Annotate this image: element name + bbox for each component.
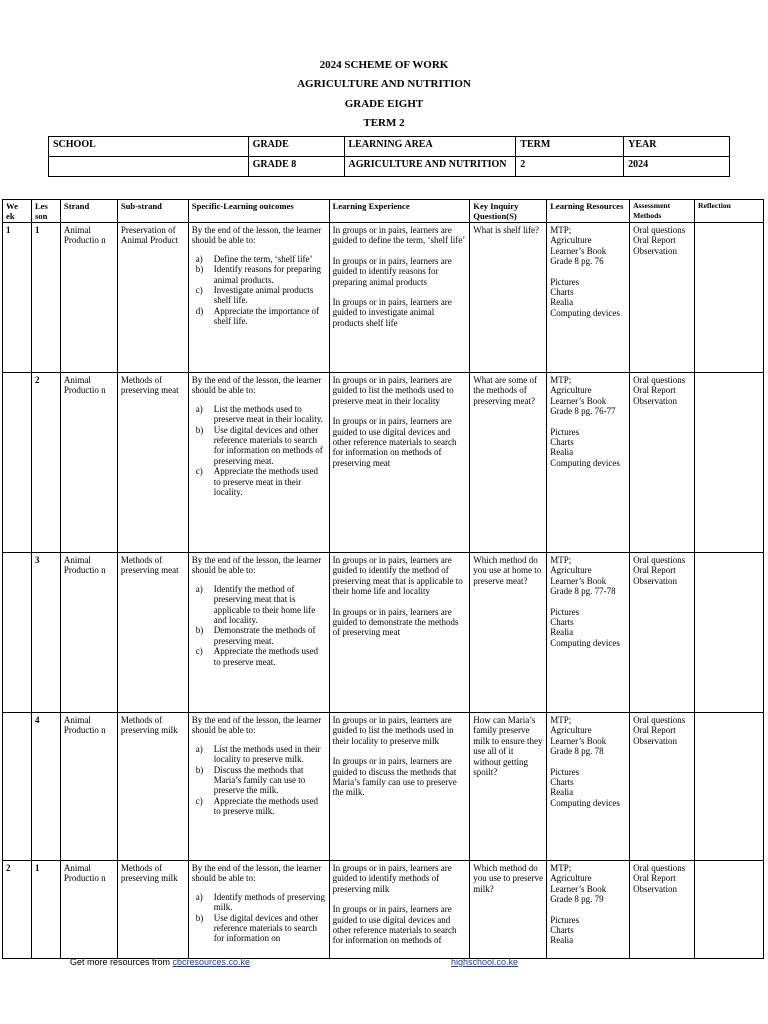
resource-line: Charts bbox=[550, 777, 574, 788]
scheme-table bbox=[2, 199, 764, 959]
assessment-line: Oral questions bbox=[633, 225, 686, 235]
experience-paragraph: In groups or in pairs, learners are guided to use digital devices and other reference materials to search for information on methods of preserving meat bbox=[332, 416, 457, 468]
footer-left bbox=[70, 957, 250, 967]
outcomes-intro: By the end of the lesson, the learner should be able to: bbox=[191, 375, 322, 396]
resource-line: Grade 8 pg. 79 bbox=[550, 894, 604, 905]
resource-line: MTP; bbox=[550, 375, 572, 385]
outcome-text: Appreciate the methods used to preserve meat in their locality. bbox=[213, 466, 319, 498]
resources-cell bbox=[547, 553, 630, 713]
col-assessment: Assessment Methods bbox=[630, 200, 695, 223]
title-line-3: GRADE EIGHT bbox=[344, 97, 424, 110]
assessment-line: Observation bbox=[633, 245, 678, 256]
experience-paragraph: In groups or in pairs, learners are guided to identify methods of preserving milk bbox=[332, 863, 452, 894]
resource-line: Learner’s Book bbox=[550, 883, 607, 894]
table-row bbox=[3, 373, 764, 553]
table-row bbox=[3, 713, 764, 861]
outcomes-cell bbox=[188, 223, 329, 373]
experience-paragraph: In groups or in pairs, learners are guided to list the methods used in their locality to preserve milk bbox=[332, 715, 454, 746]
experience-paragraph: In groups or in pairs, learners are guided to use digital devices and other reference materials to search for information on methods of bbox=[332, 904, 457, 946]
resource-line: MTP; bbox=[550, 225, 572, 235]
strand-cell: Animal Productio n bbox=[60, 373, 117, 553]
document-titles bbox=[0, 56, 768, 133]
resources-cell bbox=[547, 861, 630, 959]
outcome-item bbox=[195, 795, 326, 817]
outcome-text: Appreciate the methods used to preserve meat. bbox=[213, 646, 319, 667]
outcome-letter: c) bbox=[195, 285, 203, 296]
outcome-text: Identify the method of preserving meat that is applicable to their home life and locality. bbox=[213, 583, 316, 626]
outcomes-intro: By the end of the lesson, the learner should be able to: bbox=[191, 555, 322, 576]
resources-cell bbox=[547, 223, 630, 373]
lesson-cell: 4 bbox=[31, 713, 60, 861]
outcome-item bbox=[195, 285, 326, 306]
resource-line: Agriculture bbox=[550, 725, 592, 736]
resource-line: Agriculture bbox=[550, 235, 592, 246]
outcome-letter: a) bbox=[195, 403, 203, 414]
title-line-2: AGRICULTURE AND NUTRITION bbox=[297, 78, 471, 91]
info-header-learning-area: LEARNING AREA bbox=[344, 137, 516, 157]
resource-line: Charts bbox=[550, 437, 574, 448]
outcome-text: Appreciate the importance of shelf life. bbox=[213, 305, 319, 327]
experience-cell bbox=[329, 553, 470, 713]
outcome-item bbox=[195, 466, 326, 498]
outcome-item bbox=[195, 743, 326, 765]
outcome-text: Investigate animal products shelf life. bbox=[213, 285, 314, 306]
footer-right bbox=[451, 957, 518, 967]
info-value-year: 2024 bbox=[624, 157, 730, 177]
resource-line: Computing devices bbox=[550, 637, 620, 648]
outcome-letter: b) bbox=[195, 264, 204, 275]
outcome-item bbox=[195, 891, 326, 913]
substrand-cell: Preservation of Animal Product bbox=[117, 223, 188, 373]
col-substrand: Sub-strand bbox=[117, 200, 188, 223]
resource-line: Pictures bbox=[550, 606, 580, 617]
info-header-school: SCHOOL bbox=[49, 137, 249, 157]
outcome-letter: c) bbox=[195, 795, 203, 806]
info-header-year: YEAR bbox=[624, 137, 730, 157]
outcome-letter: a) bbox=[195, 743, 203, 754]
question-cell: What are some of the methods of preserving meat? bbox=[470, 373, 547, 553]
week-cell bbox=[3, 553, 32, 713]
resource-line: Computing devices bbox=[550, 797, 620, 808]
resource-gap bbox=[550, 757, 626, 767]
experience-paragraph: In groups or in pairs, learners are guided to identify reasons for preparing animal products bbox=[332, 255, 452, 287]
table-header-row bbox=[3, 200, 764, 223]
lesson-cell: 3 bbox=[31, 553, 60, 713]
info-header-grade: GRADE bbox=[248, 137, 344, 157]
outcome-item bbox=[195, 583, 326, 626]
resource-gap bbox=[550, 905, 626, 915]
resource-line: Agriculture bbox=[550, 873, 592, 884]
assessment-cell bbox=[630, 713, 695, 861]
outcomes-intro: By the end of the lesson, the learner should be able to: bbox=[191, 225, 322, 246]
assessment-line: Oral Report bbox=[633, 873, 676, 884]
resource-line: Pictures bbox=[550, 766, 580, 777]
experience-cell bbox=[329, 713, 470, 861]
table-row bbox=[3, 553, 764, 713]
resource-line: Learner’s Book bbox=[550, 395, 607, 406]
assessment-cell bbox=[630, 223, 695, 373]
col-strand: Strand bbox=[60, 200, 117, 223]
week-cell bbox=[3, 373, 32, 553]
resources-cell bbox=[547, 713, 630, 861]
substrand-cell: Methods of preserving meat bbox=[117, 373, 188, 553]
assessment-line: Oral questions bbox=[633, 375, 686, 385]
footer-link-cbcresources[interactable]: cbcresources.co.ke bbox=[172, 957, 251, 967]
outcomes-list bbox=[192, 744, 326, 817]
col-experience: Learning Experience bbox=[329, 200, 470, 223]
question-cell: What is shelf life? bbox=[470, 223, 547, 373]
resource-line: Grade 8 pg. 76 bbox=[550, 256, 604, 267]
assessment-line: Observation bbox=[633, 575, 678, 586]
resource-line: Realia bbox=[550, 627, 574, 638]
outcome-letter: d) bbox=[195, 305, 204, 316]
lesson-cell: 1 bbox=[31, 223, 60, 373]
col-outcomes: Specific-Learning outcomes bbox=[188, 200, 329, 223]
outcome-letter: c) bbox=[195, 646, 203, 657]
lesson-cell: 2 bbox=[31, 373, 60, 553]
outcome-item bbox=[195, 912, 326, 944]
experience-paragraph: In groups or in pairs, learners are guided to investigate animal products shelf life bbox=[332, 297, 452, 328]
outcome-letter: a) bbox=[195, 891, 203, 902]
outcomes-list bbox=[192, 892, 326, 944]
assessment-line: Observation bbox=[633, 883, 678, 894]
assessment-line: Oral Report bbox=[633, 725, 676, 736]
resource-line: Agriculture bbox=[550, 385, 592, 396]
resource-line: Pictures bbox=[550, 914, 580, 925]
outcome-letter: c) bbox=[195, 466, 203, 477]
title-line-1: 2024 SCHEME OF WORK bbox=[319, 59, 449, 71]
outcome-text: List the methods used to preserve meat in their locality. bbox=[213, 403, 323, 425]
outcomes-intro: By the end of the lesson, the learner should be able to: bbox=[191, 863, 322, 884]
footer-link-highschool[interactable]: highschool.co.ke bbox=[451, 957, 519, 967]
substrand-cell: Methods of preserving milk bbox=[117, 713, 188, 861]
assessment-line: Observation bbox=[633, 395, 678, 406]
resource-line: Agriculture bbox=[550, 565, 592, 576]
reflection-cell bbox=[695, 223, 764, 373]
outcomes-cell bbox=[188, 861, 329, 959]
resource-line: MTP; bbox=[550, 715, 572, 725]
outcome-letter: a) bbox=[195, 583, 203, 594]
outcomes-cell bbox=[188, 373, 329, 553]
assessment-cell bbox=[630, 861, 695, 959]
outcome-item bbox=[195, 625, 326, 646]
resource-line: Pictures bbox=[550, 276, 580, 287]
info-value-term: 2 bbox=[516, 157, 624, 177]
experience-cell bbox=[329, 861, 470, 959]
assessment-line: Oral questions bbox=[633, 555, 686, 565]
resource-line: Learner’s Book bbox=[550, 575, 607, 586]
outcome-item bbox=[195, 764, 326, 796]
outcome-item bbox=[195, 403, 326, 425]
outcomes-cell bbox=[188, 713, 329, 861]
strand-cell: Animal Productio n bbox=[60, 861, 117, 959]
experience-paragraph: In groups or in pairs, learners are guided to identify the method of preserving meat that is applicable to their home life and locality bbox=[332, 555, 463, 597]
info-value-learning-area: AGRICULTURE AND NUTRITION bbox=[344, 157, 516, 177]
outcome-letter: b) bbox=[195, 625, 204, 636]
experience-paragraph: In groups or in pairs, learners are guided to demonstrate the methods of preserving meat bbox=[332, 606, 459, 638]
resource-line: Grade 8 pg. 78 bbox=[550, 746, 604, 757]
resource-line: MTP; bbox=[550, 555, 572, 565]
strand-cell: Animal Productio n bbox=[60, 553, 117, 713]
reflection-cell bbox=[695, 373, 764, 553]
resource-line: Computing devices bbox=[550, 457, 620, 468]
info-value-grade: GRADE 8 bbox=[248, 157, 344, 177]
resources-cell bbox=[547, 373, 630, 553]
experience-paragraph: In groups or in pairs, learners are guided to define the term, ‘shelf life’ bbox=[332, 225, 466, 246]
outcome-letter: a) bbox=[195, 253, 203, 264]
experience-paragraph: In groups or in pairs, learners are guided to discuss the methods that Maria’s family can use to preserve the milk. bbox=[332, 756, 457, 798]
outcome-item bbox=[195, 253, 326, 264]
assessment-cell bbox=[630, 373, 695, 553]
outcome-letter: b) bbox=[195, 424, 204, 435]
experience-cell bbox=[329, 373, 470, 553]
col-reflection: Reflection bbox=[695, 200, 764, 223]
outcome-text: Define the term, ‘shelf life’ bbox=[213, 253, 313, 264]
table-row bbox=[3, 223, 764, 373]
resource-gap bbox=[550, 597, 626, 607]
outcome-item bbox=[195, 264, 326, 285]
lesson-cell: 1 bbox=[31, 861, 60, 959]
question-cell: Which method do you use to preserve milk? bbox=[470, 861, 547, 959]
outcome-item bbox=[195, 305, 326, 327]
assessment-line: Oral questions bbox=[633, 863, 686, 873]
resource-gap bbox=[550, 267, 626, 277]
substrand-cell: Methods of preserving meat bbox=[117, 553, 188, 713]
week-cell bbox=[3, 713, 32, 861]
outcomes-intro: By the end of the lesson, the learner should be able to: bbox=[191, 715, 322, 736]
info-header-term: TERM bbox=[516, 137, 624, 157]
outcome-text: Demonstrate the methods of preserving meat. bbox=[213, 625, 316, 646]
outcome-text: Discuss the methods that Maria’s family can use to preserve the milk. bbox=[213, 764, 306, 796]
outcome-text: Use digital devices and other reference materials to search for information on methods of preserving meat. bbox=[213, 424, 323, 466]
assessment-line: Observation bbox=[633, 735, 678, 746]
col-lesson: Les son bbox=[31, 200, 60, 223]
assessment-line: Oral questions bbox=[633, 715, 686, 725]
resource-line: Grade 8 pg. 76-77 bbox=[550, 406, 616, 417]
resource-line: Charts bbox=[550, 925, 574, 936]
reflection-cell bbox=[695, 861, 764, 959]
col-question: Key Inquiry Question(S) bbox=[470, 200, 547, 223]
reflection-cell bbox=[695, 553, 764, 713]
assessment-line: Oral Report bbox=[633, 565, 676, 576]
experience-cell bbox=[329, 223, 470, 373]
resource-line: Learner’s Book bbox=[550, 245, 607, 256]
outcome-text: Identify reasons for preparing animal products. bbox=[213, 264, 322, 285]
assessment-cell bbox=[630, 553, 695, 713]
question-cell: Which method do you use at home to preserve meat? bbox=[470, 553, 547, 713]
resource-line: Learner’s Book bbox=[550, 735, 607, 746]
resource-line: Realia bbox=[550, 297, 574, 308]
resource-gap bbox=[550, 417, 626, 427]
info-table bbox=[48, 136, 730, 177]
outcome-item bbox=[195, 424, 326, 467]
outcome-letter: b) bbox=[195, 764, 204, 775]
resource-line: MTP; bbox=[550, 863, 572, 873]
assessment-line: Oral Report bbox=[633, 235, 676, 246]
resource-line: Pictures bbox=[550, 426, 580, 437]
strand-cell: Animal Productio n bbox=[60, 223, 117, 373]
strand-cell: Animal Productio n bbox=[60, 713, 117, 861]
substrand-cell: Methods of preserving milk bbox=[117, 861, 188, 959]
assessment-line: Oral Report bbox=[633, 385, 676, 396]
outcomes-list bbox=[192, 584, 326, 667]
outcomes-list bbox=[192, 404, 326, 498]
table-row bbox=[3, 861, 764, 959]
resource-line: Computing devices bbox=[550, 307, 620, 318]
outcomes-list bbox=[192, 254, 326, 327]
resource-line: Grade 8 pg. 77-78 bbox=[550, 586, 616, 597]
week-cell: 1 bbox=[3, 223, 32, 373]
resource-line: Realia bbox=[550, 447, 574, 458]
col-week: We ek bbox=[3, 200, 32, 223]
resource-line: Charts bbox=[550, 287, 574, 298]
week-cell: 2 bbox=[3, 861, 32, 959]
outcomes-cell bbox=[188, 553, 329, 713]
title-line-4: TERM 2 bbox=[363, 116, 405, 129]
resource-line: Realia bbox=[550, 935, 574, 946]
footer-prefix: Get more resources from bbox=[70, 957, 173, 967]
resource-line: Realia bbox=[550, 787, 574, 798]
info-value-school bbox=[49, 157, 249, 177]
outcome-text: Appreciate the methods used to preserve milk. bbox=[213, 795, 319, 817]
resource-line: Charts bbox=[550, 617, 574, 628]
question-cell: How can Maria’s family preserve milk to ensure they use all of it without getting spoilt? bbox=[470, 713, 547, 861]
outcome-text: List the methods used in their locality to preserve milk. bbox=[213, 743, 321, 765]
outcome-item bbox=[195, 646, 326, 667]
reflection-cell bbox=[695, 713, 764, 861]
experience-paragraph: In groups or in pairs, learners are guided to list the methods used to preserve meat in their locality bbox=[332, 375, 454, 406]
col-resources: Learning Resources bbox=[547, 200, 630, 223]
outcome-letter: b) bbox=[195, 912, 204, 923]
outcome-text: Identify methods of preserving milk. bbox=[213, 891, 326, 913]
outcome-text: Use digital devices and other reference materials to search for information on bbox=[213, 912, 319, 944]
